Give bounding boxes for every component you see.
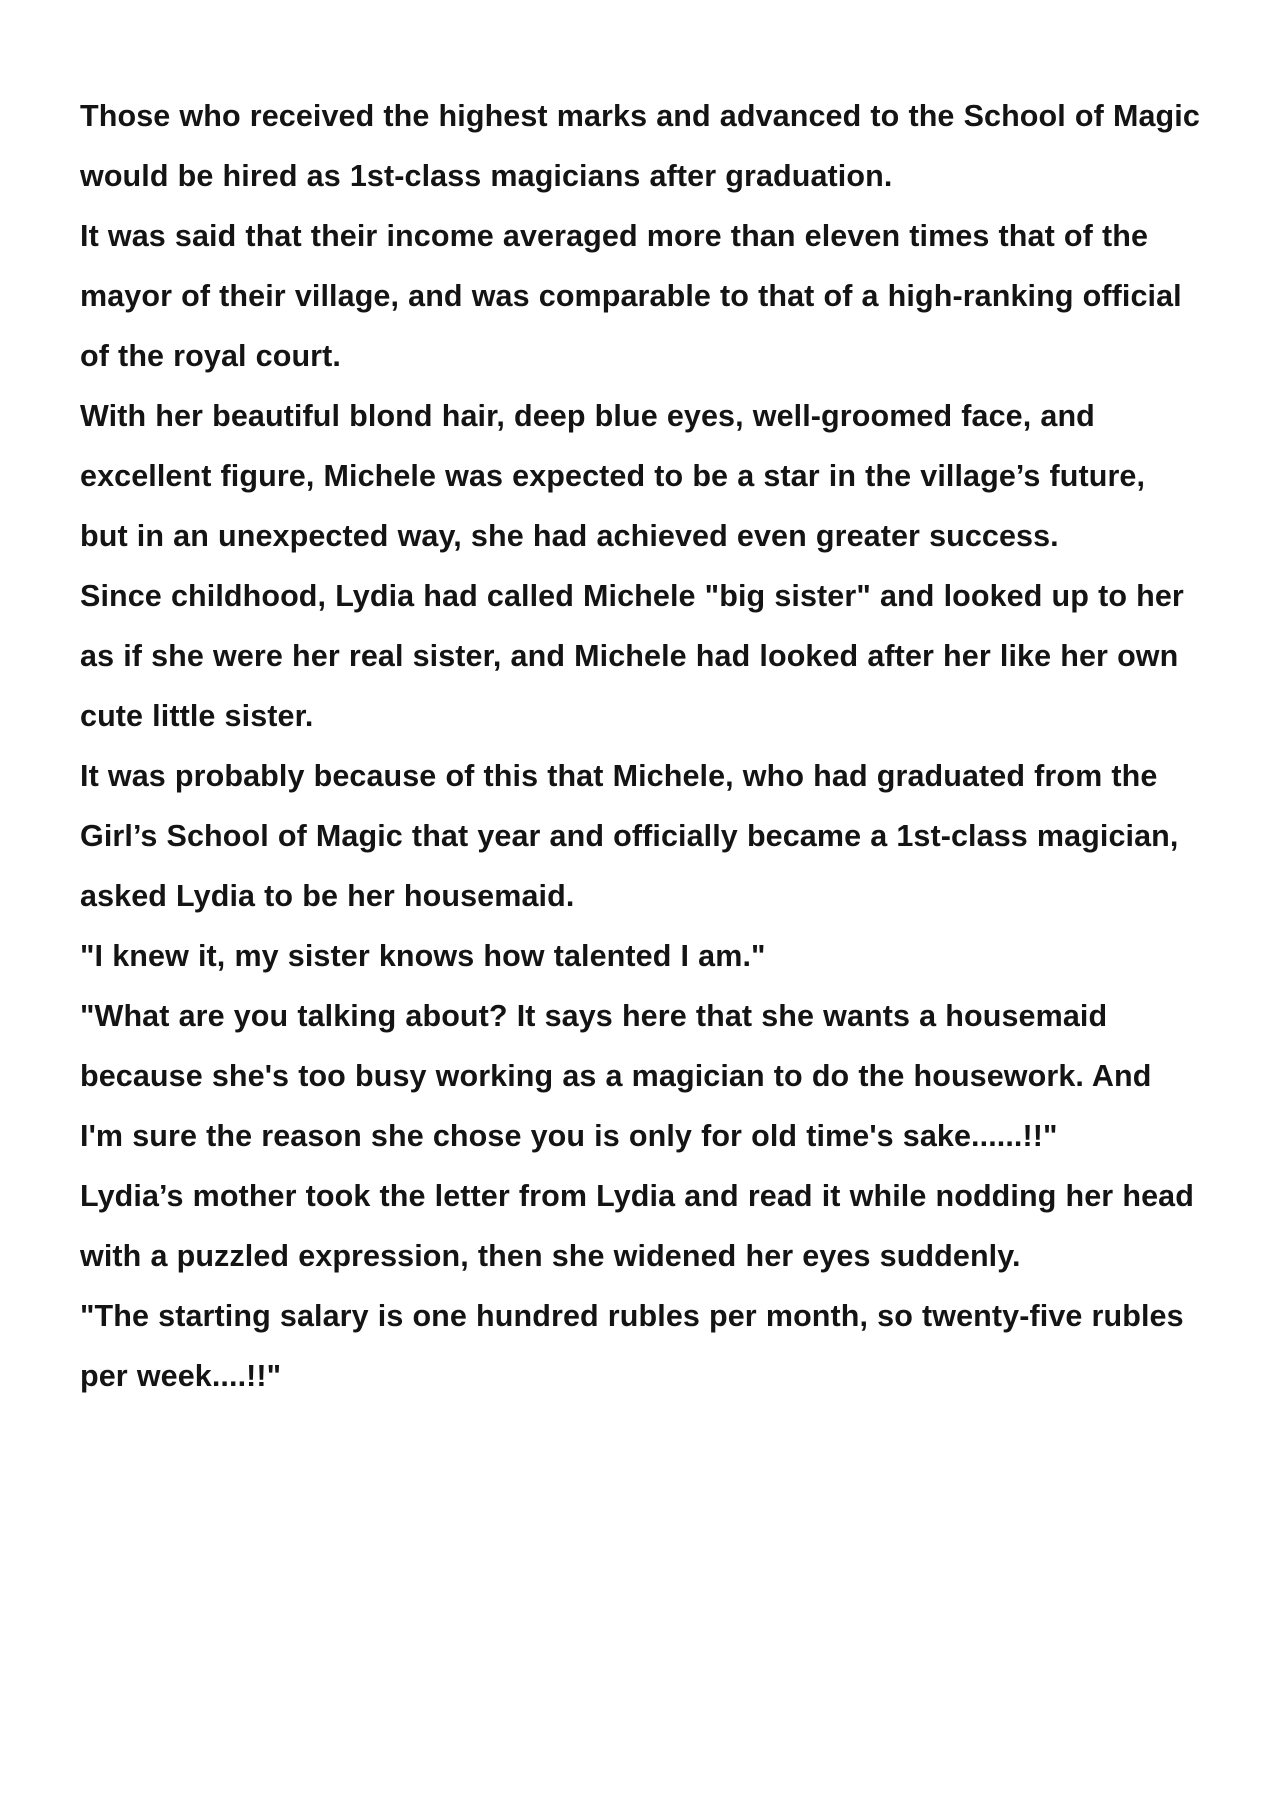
paragraph: "I knew it, my sister knows how talented I am." — [80, 939, 766, 973]
paragraph: Since childhood, Lydia had called Michele "big sister" and looked up to her as if she were her real sister, and Michele had looked after her like her own cute little sister. — [80, 579, 1184, 733]
paragraph: Those who received the highest marks and advanced to the School of Magic would be hired as 1st-class magicians after graduation. — [80, 99, 1200, 193]
document-text-body — [80, 86, 1200, 1406]
paragraph: "What are you talking about? It says here that she wants a housemaid because she's too busy working as a magician to do the housework. And I'm sure the reason she chose you is only for old time's sake......!!" — [80, 999, 1152, 1153]
paragraph: With her beautiful blond hair, deep blue eyes, well-groomed face, and excellent figure, Michele was expected to be a star in the village’s future, but in an unexpected way, she had achieved even greater success. — [80, 399, 1146, 553]
paragraph: It was said that their income averaged more than eleven times that of the mayor of their village, and was comparable to that of a high-ranking official of the royal court. — [80, 219, 1182, 373]
paragraph: "The starting salary is one hundred rubles per month, so twenty-five rubles per week....!!" — [80, 1299, 1184, 1393]
paragraph: It was probably because of this that Michele, who had graduated from the Girl’s School of Magic that year and officially became a 1st-class magician, asked Lydia to be her housemaid. — [80, 759, 1179, 913]
paragraph: Lydia’s mother took the letter from Lydia and read it while nodding her head with a puzzled expression, then she widened her eyes suddenly. — [80, 1179, 1194, 1273]
